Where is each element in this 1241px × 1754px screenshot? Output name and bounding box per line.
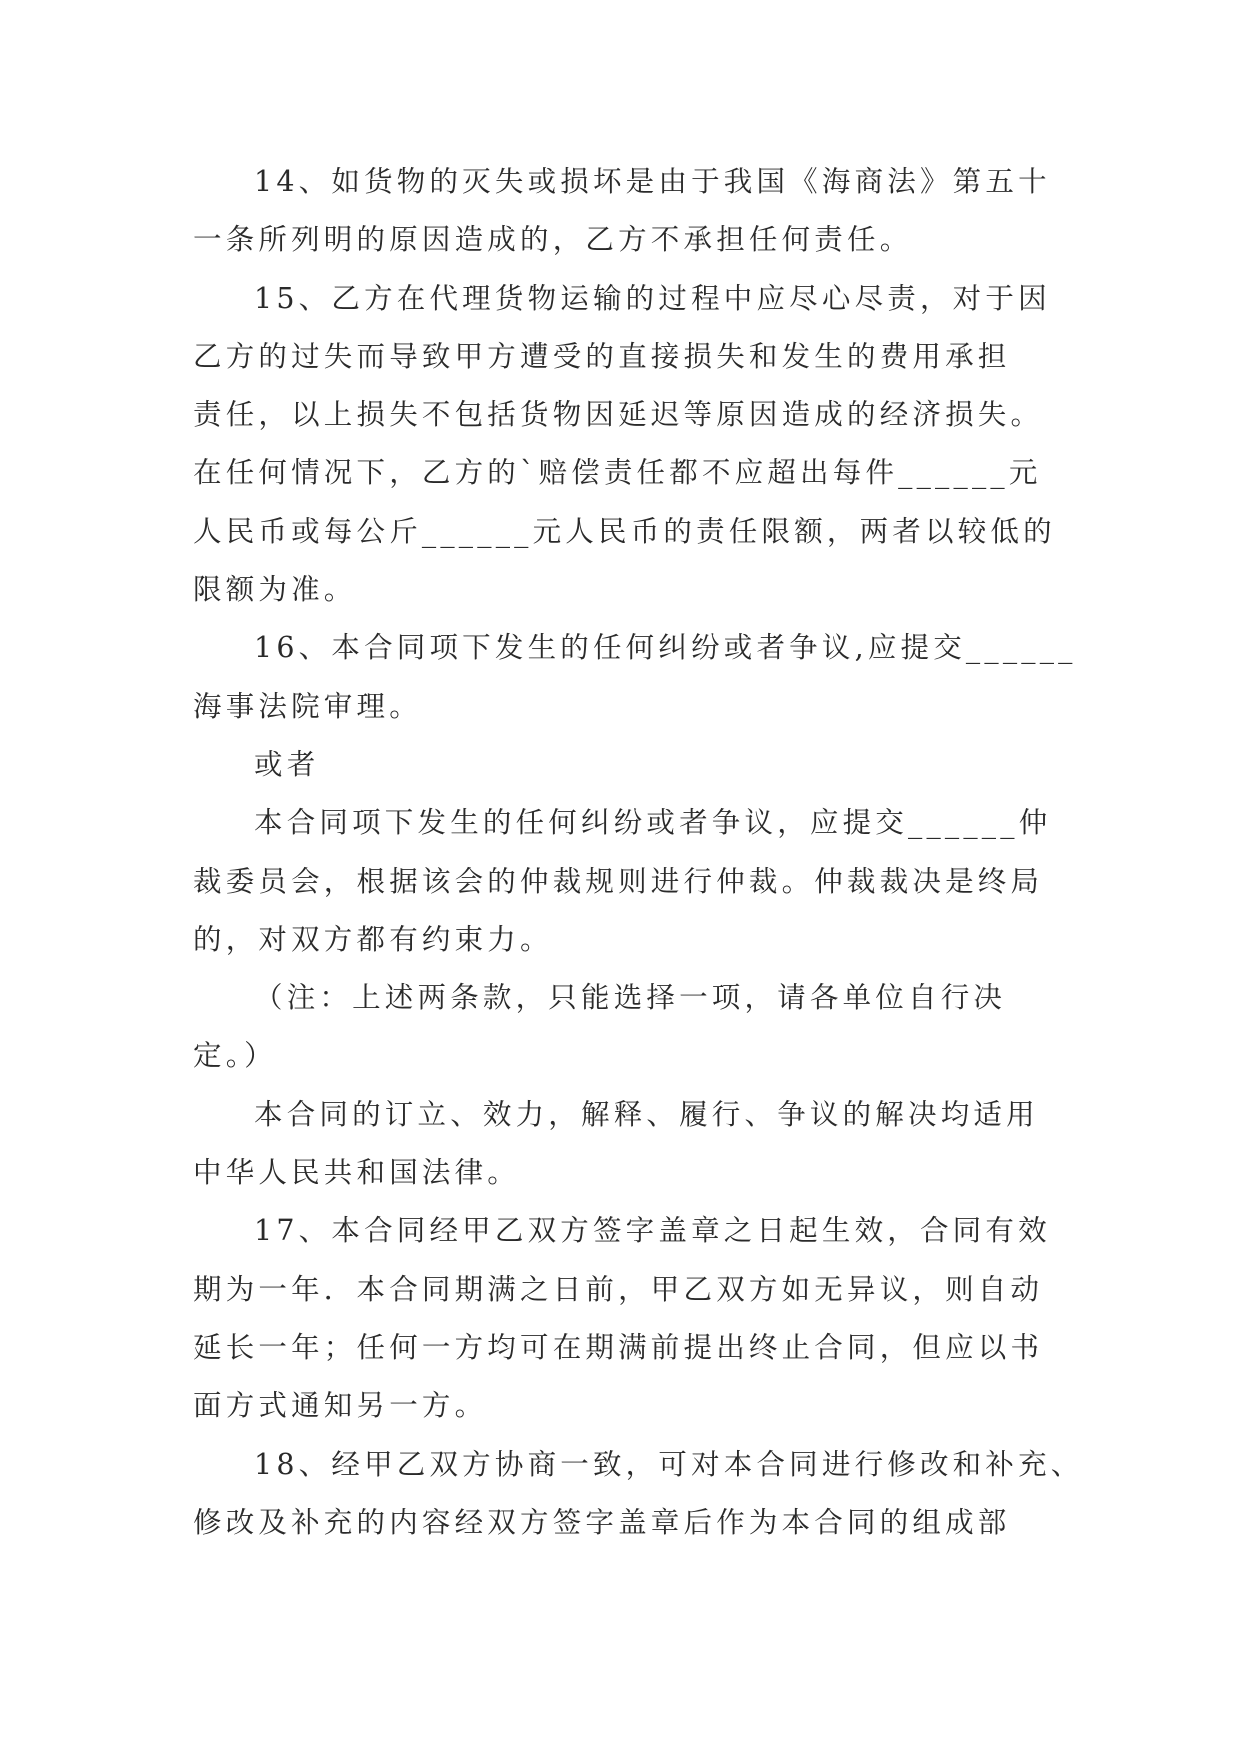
clause-15-line-1: 15、乙方在代理货物运输的过程中应尽心尽责，对于因 (254, 281, 1051, 315)
governing-law-line-2: 中华人民共和国法律。 (193, 1156, 521, 1190)
clause-15-line-5: 人民币或每公斤______元人民币的责任限额，两者以较低的 (193, 514, 1056, 548)
clause-15-line-3: 责任，以上损失不包括货物因延迟等原因造成的经济损失。 (193, 398, 1044, 432)
clause-15-line-2: 乙方的过失而导致甲方遭受的直接损失和发生的费用承担 (193, 339, 1011, 373)
document-body (193, 153, 1084, 1552)
clause-18-line-2: 修改及补充的内容经双方签字盖章后作为本合同的组成部 (193, 1505, 1011, 1539)
clause-16-or: 或者 (254, 747, 320, 781)
clause-14-line-1: 14、如货物的灭失或损坏是由于我国《海商法》第五十 (254, 165, 1051, 198)
clause-17-line-2: 期为一年．本合同期满之日前，甲乙双方如无异议，则自动 (193, 1272, 1044, 1306)
clause-14-line-2: 一条所列明的原因造成的，乙方不承担任何责任。 (193, 223, 913, 257)
clause-16-note-line-2: 定。） (193, 1039, 277, 1073)
clause-15-line-6: 限额为准。 (193, 573, 357, 607)
clause-18-line-1: 18、经甲乙双方协商一致，可对本合同进行修改和补充、 (254, 1447, 1084, 1481)
clause-16-note-line-1: （注：上述两条款，只能选择一项，请各单位自行决 (254, 981, 1007, 1015)
clause-16-alt-line-1: 本合同项下发生的任何纠纷或者争议，应提交______仲 (254, 806, 1052, 840)
clause-16-alt-line-2: 裁委员会，根据该会的仲裁规则进行仲裁。仲裁裁决是终局 (193, 864, 1044, 898)
clause-15-line-4: 在任何情况下，乙方的`赔偿责任都不应超出每件______元 (193, 456, 1042, 490)
clause-17-line-1: 17、本合同经甲乙双方签字盖章之日起生效，合同有效 (254, 1214, 1051, 1248)
clause-17-line-3: 延长一年；任何一方均可在期满前提出终止合同，但应以书 (193, 1330, 1044, 1364)
clause-16-line-2: 海事法院审理。 (193, 689, 422, 723)
clause-16-line-1: 16、本合同项下发生的任何纠纷或者争议,应提交______ (254, 631, 1077, 665)
clause-16-alt-line-3: 的，对双方都有约束力。 (193, 922, 553, 956)
clause-17-line-4: 面方式通知另一方。 (193, 1389, 488, 1423)
governing-law-line-1: 本合同的订立、效力，解释、履行、争议的解决均适用 (254, 1097, 1039, 1131)
